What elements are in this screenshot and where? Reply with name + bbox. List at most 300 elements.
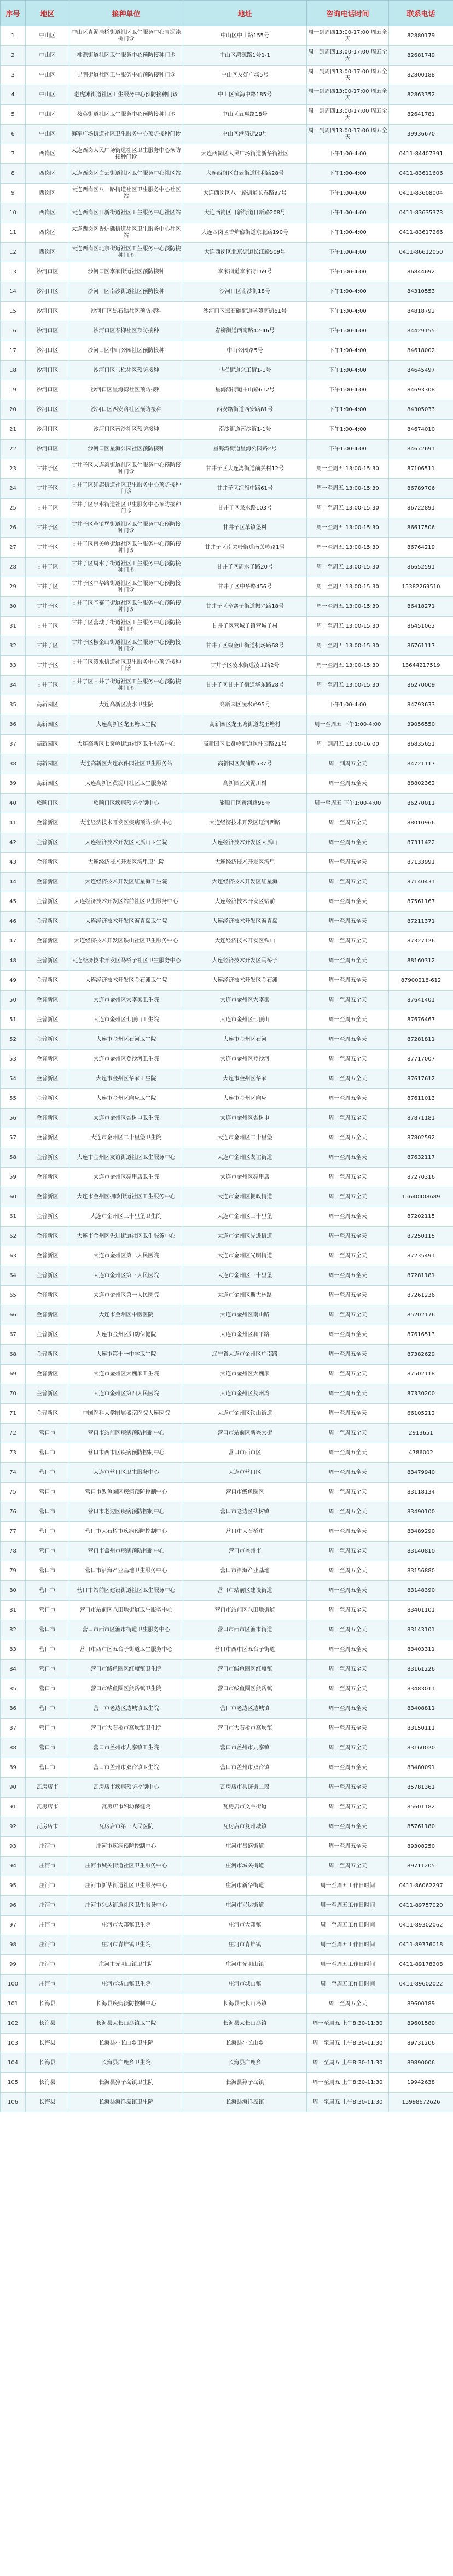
row-region: 中山区: [26, 66, 69, 85]
row-region: 营口市: [26, 1542, 69, 1561]
row-region: 西岗区: [26, 223, 69, 243]
row-unit: 营口市盖州市九寨镇卫生院: [69, 1738, 183, 1758]
row-phone: 87270316: [389, 1168, 453, 1187]
row-phone: 39936670: [389, 125, 453, 144]
row-hours: 周一至周五全天: [307, 1010, 389, 1030]
table-row: [1, 262, 453, 282]
row-index: 30: [1, 597, 26, 617]
row-region: 金普新区: [26, 1227, 69, 1246]
row-phone: 83490100: [389, 1502, 453, 1522]
row-region: 营口市: [26, 1561, 69, 1581]
row-address: 高新园区黄泥川村: [183, 774, 307, 794]
row-address: 中山区五惠路18号: [183, 105, 307, 125]
table-row: [1, 2014, 453, 2034]
row-address: 庄河市兴达街道: [183, 1896, 307, 1916]
row-address: 大连西岗区人民广场街道新华街社区: [183, 144, 307, 164]
row-phone: 86761117: [389, 636, 453, 656]
table-row: [1, 1758, 453, 1778]
table-row: [1, 676, 453, 695]
row-unit: 沙河口区星海公园社区预防接种: [69, 440, 183, 459]
row-address: 中山区港湾街20号: [183, 125, 307, 144]
row-index: 1: [1, 26, 26, 46]
row-hours: 周一至周五全天: [307, 1857, 389, 1876]
row-index: 70: [1, 1384, 26, 1404]
table-row: [1, 1050, 453, 1069]
row-region: 金普新区: [26, 971, 69, 991]
table-row: [1, 459, 453, 479]
row-address: 高新园区七贤岭街道软件园路21号: [183, 735, 307, 754]
row-region: 高新园区: [26, 735, 69, 754]
row-hours: 周一至周五全天: [307, 1384, 389, 1404]
table-row: [1, 1345, 453, 1365]
row-hours: 周一至周五工作日时间: [307, 1896, 389, 1916]
row-phone: 87802592: [389, 1128, 453, 1148]
row-address: 庄河市昌盛街道: [183, 1837, 307, 1857]
row-region: 沙河口区: [26, 282, 69, 302]
row-phone: 85601182: [389, 1798, 453, 1817]
row-phone: 87106511: [389, 459, 453, 479]
row-phone: 84721117: [389, 754, 453, 774]
table-row: [1, 1463, 453, 1483]
row-address: 辽宁省大连市金州区广南路: [183, 1345, 307, 1365]
row-address: 营口市大石桥市: [183, 1522, 307, 1542]
row-region: 长海县: [26, 1994, 69, 2014]
row-address: 营口市鲅鱼圈区熊岳镇: [183, 1679, 307, 1699]
row-address: 长海县大长山岛镇: [183, 1994, 307, 2014]
row-index: 22: [1, 440, 26, 459]
row-region: 营口市: [26, 1424, 69, 1443]
row-hours: 周一至周五 13:00-15:30: [307, 617, 389, 636]
row-index: 8: [1, 164, 26, 184]
table-row: [1, 243, 453, 262]
row-unit: 大连市金州区第四人民医院: [69, 1384, 183, 1404]
row-index: 84: [1, 1660, 26, 1679]
row-phone: 2913651: [389, 1424, 453, 1443]
table-row: [1, 1581, 453, 1601]
row-region: 营口市: [26, 1483, 69, 1502]
row-index: 106: [1, 2093, 26, 2112]
table-row: [1, 1896, 453, 1916]
row-hours: 下午1:00-4:00: [307, 420, 389, 440]
table-row: [1, 794, 453, 813]
row-address: 甘井子区周水子路20号: [183, 558, 307, 577]
row-hours: 周一到周四13:00-17:00 周五全天: [307, 26, 389, 46]
row-index: 50: [1, 991, 26, 1010]
row-unit: 甘井子区营城子街道社区卫生服务中心预防接种门诊: [69, 617, 183, 636]
row-hours: 下午1:00-4:00: [307, 361, 389, 380]
row-region: 庄河市: [26, 1935, 69, 1955]
row-phone: 86789706: [389, 479, 453, 499]
table-row: [1, 203, 453, 223]
row-region: 高新园区: [26, 715, 69, 735]
row-phone: 84693308: [389, 380, 453, 400]
row-region: 中山区: [26, 125, 69, 144]
table-row: [1, 1109, 453, 1128]
row-index: 61: [1, 1207, 26, 1227]
table-row: [1, 1620, 453, 1640]
row-address: 营口市盖州市: [183, 1542, 307, 1561]
row-region: 长海县: [26, 2053, 69, 2073]
row-address: 庄河市青堆镇: [183, 1935, 307, 1955]
table-row: [1, 715, 453, 735]
row-hours: 下午1:00-4:00: [307, 400, 389, 420]
table-row: [1, 1502, 453, 1522]
row-unit: 中国医科大学附属盛京医院大连医院: [69, 1404, 183, 1424]
row-index: 36: [1, 715, 26, 735]
row-address: 甘井子区泉水路103号: [183, 499, 307, 518]
row-unit: 大连市金州区二十里堡卫生院: [69, 1128, 183, 1148]
row-unit: 大连市金州区石河卫生院: [69, 1030, 183, 1050]
row-region: 营口市: [26, 1719, 69, 1738]
row-hours: 周一至周五全天: [307, 1660, 389, 1679]
table-row: [1, 833, 453, 853]
row-region: 金普新区: [26, 1187, 69, 1207]
table-row: [1, 1738, 453, 1758]
row-index: 78: [1, 1542, 26, 1561]
table-row: [1, 361, 453, 380]
row-address: 营口市盖州市双台镇: [183, 1758, 307, 1778]
row-hours: 周一至周五全天: [307, 892, 389, 912]
row-unit: 长海县海洋岛镇卫生院: [69, 2093, 183, 2112]
row-unit: 大连经济技术开发区疾病预防控制中心: [69, 813, 183, 833]
row-region: 金普新区: [26, 1365, 69, 1384]
row-phone: 86418271: [389, 597, 453, 617]
row-hours: 周一至周五 上午8:30-11:30: [307, 2014, 389, 2034]
row-hours: 周一至周五全天: [307, 1365, 389, 1384]
row-phone: 87261236: [389, 1286, 453, 1305]
row-hours: 周一至周五 上午8:30-11:30: [307, 2034, 389, 2053]
row-address: 大连市金州区光明街道: [183, 1246, 307, 1266]
row-address: 大连市金州区复州湾: [183, 1384, 307, 1404]
row-address: 旅顺口区黄河路98号: [183, 794, 307, 813]
row-index: 15: [1, 302, 26, 321]
row-phone: 0411-86612050: [389, 243, 453, 262]
row-hours: 周一至周五 13:00-15:30: [307, 479, 389, 499]
row-hours: 周一至周五全天: [307, 1404, 389, 1424]
row-index: 101: [1, 1994, 26, 2014]
row-phone: 83150111: [389, 1719, 453, 1738]
row-index: 100: [1, 1975, 26, 1994]
row-hours: 周一至周五全天: [307, 1443, 389, 1463]
row-unit: 营口市大石桥市高坎镇卫生院: [69, 1719, 183, 1738]
row-address: 大连市金州区三十里堡: [183, 1266, 307, 1286]
row-hours: 下午1:00-4:00: [307, 184, 389, 203]
row-unit: 营口市盖州市疾病预防控制中心: [69, 1542, 183, 1561]
row-address: 高新园区龙王塘街道龙王塘村: [183, 715, 307, 735]
row-region: 庄河市: [26, 1876, 69, 1896]
row-unit: 大连市第十一中学卫生院: [69, 1345, 183, 1365]
row-address: 甘井子区大连湾街道前关村12号: [183, 459, 307, 479]
row-region: 营口市: [26, 1660, 69, 1679]
row-region: 瓦房店市: [26, 1817, 69, 1837]
row-region: 金普新区: [26, 1207, 69, 1227]
header-phone: 联系电话: [389, 1, 453, 26]
row-index: 42: [1, 833, 26, 853]
row-unit: 营口市鲅鱼圈区疾病预防控制中心: [69, 1483, 183, 1502]
row-unit: 长海县小长山乡卫生院: [69, 2034, 183, 2053]
row-address: 中山区中山路155号: [183, 26, 307, 46]
table-row: [1, 341, 453, 361]
row-unit: 营口市站前区疾病预防控制中心: [69, 1424, 183, 1443]
row-unit: 营口市西市区五台子街道卫生服务中心: [69, 1640, 183, 1660]
row-unit: 庄河市城山镇卫生院: [69, 1975, 183, 1994]
table-row: [1, 1424, 453, 1443]
row-index: 52: [1, 1030, 26, 1050]
row-address: 营口市盖州市九寨镇: [183, 1738, 307, 1758]
row-hours: 周一至周五工作日时间: [307, 1975, 389, 1994]
row-hours: 下午1:00-4:00: [307, 440, 389, 459]
row-hours: 周一至周五全天: [307, 1305, 389, 1325]
row-phone: 4786002: [389, 1443, 453, 1463]
row-region: 金普新区: [26, 873, 69, 892]
row-region: 旅顺口区: [26, 794, 69, 813]
row-unit: 庄河市光明山镇卫生院: [69, 1955, 183, 1975]
row-phone: 86270009: [389, 676, 453, 695]
row-hours: 周一至周五 13:00-15:30: [307, 538, 389, 558]
row-hours: 周一至周五全天: [307, 1719, 389, 1738]
row-region: 长海县: [26, 2093, 69, 2112]
row-address: 瓦房店市文兰街道: [183, 1798, 307, 1817]
row-address: 营口市老边区边城镇: [183, 1699, 307, 1719]
table-row: [1, 1266, 453, 1286]
header-hours: 咨询电话时间: [307, 1, 389, 26]
row-hours: 周一至周五全天: [307, 1266, 389, 1286]
row-unit: 大连市金州区拥政街道社区卫生服务中心: [69, 1187, 183, 1207]
row-phone: 84305033: [389, 400, 453, 420]
row-region: 沙河口区: [26, 341, 69, 361]
row-unit: 昆明街道社区卫生服务中心预防接种门诊: [69, 66, 183, 85]
row-index: 95: [1, 1876, 26, 1896]
row-unit: 甘井子区甘井子街道社区卫生服务中心预防接种门诊: [69, 676, 183, 695]
row-index: 6: [1, 125, 26, 144]
table-row: [1, 1837, 453, 1857]
table-row: [1, 1640, 453, 1660]
row-phone: 86844692: [389, 262, 453, 282]
row-region: 西岗区: [26, 164, 69, 184]
row-address: 大连市金州区登沙河: [183, 1050, 307, 1069]
table-row: [1, 873, 453, 892]
row-address: 大连西岗区白云街道胜利路28号: [183, 164, 307, 184]
table-row: [1, 1069, 453, 1089]
row-address: 南沙街道南沙街1-1号: [183, 420, 307, 440]
row-unit: 营口市西市区渔市街道卫生服务中心: [69, 1620, 183, 1640]
row-address: 大连市金州区二十里堡: [183, 1128, 307, 1148]
table-row: [1, 1857, 453, 1876]
table-row: [1, 558, 453, 577]
row-region: 金普新区: [26, 813, 69, 833]
row-address: 甘井子区凌水街道凌工路2号: [183, 656, 307, 676]
row-region: 沙河口区: [26, 400, 69, 420]
table-row: [1, 1483, 453, 1502]
row-hours: 周一至周五全天: [307, 1522, 389, 1542]
row-address: 营口市鲅鱼圈区: [183, 1483, 307, 1502]
row-hours: 下午1:00-4:00: [307, 302, 389, 321]
row-index: 71: [1, 1404, 26, 1424]
row-phone: 84793633: [389, 695, 453, 715]
row-hours: 周一至周五全天: [307, 1561, 389, 1581]
row-hours: 周一至周五全天: [307, 1424, 389, 1443]
row-hours: 周一至周五全天: [307, 1148, 389, 1168]
row-hours: 周一至周五全天: [307, 1227, 389, 1246]
row-unit: 老虎滩街道社区卫生服务中心预防接种门诊: [69, 85, 183, 105]
row-phone: 0411-89178208: [389, 1955, 453, 1975]
row-address: 大连市金州区石河: [183, 1030, 307, 1050]
table-row: [1, 420, 453, 440]
row-phone: 0411-83608004: [389, 184, 453, 203]
row-index: 86: [1, 1699, 26, 1719]
row-phone: 84429155: [389, 321, 453, 341]
table-row: [1, 1561, 453, 1581]
header-address: 地址: [183, 1, 307, 26]
row-region: 甘井子区: [26, 617, 69, 636]
table-row: [1, 636, 453, 656]
row-index: 72: [1, 1424, 26, 1443]
table-row: [1, 656, 453, 676]
row-unit: 甘井子区凌水街道社区卫生服务中心预防接种门诊: [69, 656, 183, 676]
row-region: 庄河市: [26, 1955, 69, 1975]
row-address: 营口市站前区新兴大街: [183, 1424, 307, 1443]
row-index: 41: [1, 813, 26, 833]
row-index: 27: [1, 538, 26, 558]
table-row: [1, 1443, 453, 1463]
row-phone: 0411-84407391: [389, 144, 453, 164]
row-address: 瓦房店市复州城镇: [183, 1817, 307, 1837]
row-index: 73: [1, 1443, 26, 1463]
row-region: 沙河口区: [26, 262, 69, 282]
row-index: 33: [1, 656, 26, 676]
row-address: 大连经济技术开发区金石滩: [183, 971, 307, 991]
row-region: 金普新区: [26, 1286, 69, 1305]
row-index: 32: [1, 636, 26, 656]
table-row: [1, 1089, 453, 1109]
table-row: [1, 1975, 453, 1994]
row-phone: 83483011: [389, 1679, 453, 1699]
row-phone: 0411-83635373: [389, 203, 453, 223]
table-row: [1, 164, 453, 184]
row-region: 金普新区: [26, 1384, 69, 1404]
row-region: 沙河口区: [26, 302, 69, 321]
row-phone: 87140431: [389, 873, 453, 892]
table-row: [1, 105, 453, 125]
row-index: 5: [1, 105, 26, 125]
row-hours: 周一至周五 13:00-15:30: [307, 558, 389, 577]
row-address: 甘井子区革镇堡村: [183, 518, 307, 538]
table-row: [1, 1798, 453, 1817]
row-hours: 周一至周五 13:00-15:30: [307, 597, 389, 617]
row-phone: 87202115: [389, 1207, 453, 1227]
row-phone: 87281181: [389, 1266, 453, 1286]
row-phone: 87616513: [389, 1325, 453, 1345]
row-address: 沙河口区南沙街18号: [183, 282, 307, 302]
row-index: 75: [1, 1483, 26, 1502]
row-hours: 周一至周五全天: [307, 1542, 389, 1561]
row-unit: 葵英街道社区卫生服务中心预防接种门诊: [69, 105, 183, 125]
row-address: 马栏街道兴工街1-1号: [183, 361, 307, 380]
row-phone: 87561167: [389, 892, 453, 912]
row-index: 60: [1, 1187, 26, 1207]
table-header-row: [1, 1, 453, 26]
row-phone: 85781361: [389, 1778, 453, 1798]
row-unit: 大连经济技术开发区站前社区卫生服务中心: [69, 892, 183, 912]
row-phone: 0411-89302062: [389, 1916, 453, 1935]
row-hours: 下午1:00-4:00: [307, 243, 389, 262]
row-phone: 83403311: [389, 1640, 453, 1660]
row-index: 77: [1, 1522, 26, 1542]
row-hours: 下午1:00-4:00: [307, 695, 389, 715]
row-unit: 大连市金州区杏树屯卫生院: [69, 1109, 183, 1128]
row-index: 92: [1, 1817, 26, 1837]
row-phone: 88802362: [389, 774, 453, 794]
table-row: [1, 1365, 453, 1384]
row-hours: 周一至周五全天: [307, 774, 389, 794]
row-unit: 营口市鲅鱼圈区熊岳镇卫生院: [69, 1679, 183, 1699]
row-address: 西安路街道西安路81号: [183, 400, 307, 420]
row-unit: 甘井子区中华路街道社区卫生服务中心预防接种门诊: [69, 577, 183, 597]
row-index: 54: [1, 1069, 26, 1089]
row-hours: 周一到周四13:00-17:00 周五全天: [307, 66, 389, 85]
row-region: 庄河市: [26, 1975, 69, 1994]
row-region: 中山区: [26, 105, 69, 125]
row-phone: 87327126: [389, 932, 453, 951]
table-row: [1, 774, 453, 794]
row-index: 88: [1, 1738, 26, 1758]
row-index: 74: [1, 1463, 26, 1483]
row-hours: 周一至周五工作日时间: [307, 1876, 389, 1896]
row-hours: 周一至周五全天: [307, 1168, 389, 1187]
row-index: 63: [1, 1246, 26, 1266]
row-region: 甘井子区: [26, 676, 69, 695]
row-unit: 营口市老边区疾病预防控制中心: [69, 1502, 183, 1522]
row-hours: 周一至周五 上午8:30-11:30: [307, 2073, 389, 2093]
row-phone: 89600189: [389, 1994, 453, 2014]
row-index: 83: [1, 1640, 26, 1660]
row-unit: 营口市站前区八田地街道卫生服务中心: [69, 1601, 183, 1620]
row-address: 庄河市城山镇: [183, 1975, 307, 1994]
row-address: 大连经济技术开发区辽河西路: [183, 813, 307, 833]
row-unit: 庄河市大郑镇卫生院: [69, 1916, 183, 1935]
row-hours: 周一至周五全天: [307, 1207, 389, 1227]
row-unit: 大连高新区七贤岭街道社区卫生服务中心: [69, 735, 183, 754]
table-body: [1, 26, 453, 2112]
row-region: 中山区: [26, 85, 69, 105]
row-index: 59: [1, 1168, 26, 1187]
row-index: 14: [1, 282, 26, 302]
row-address: 营口市老边区柳树镇: [183, 1502, 307, 1522]
table-row: [1, 912, 453, 932]
row-address: 沙河口区黑石礁街道学苑南街61号: [183, 302, 307, 321]
row-index: 39: [1, 774, 26, 794]
row-hours: 周一至周五全天: [307, 1246, 389, 1266]
row-address: 庄河市城关街道: [183, 1857, 307, 1876]
table-row: [1, 282, 453, 302]
row-phone: 83479940: [389, 1463, 453, 1483]
row-phone: 0411-89602022: [389, 1975, 453, 1994]
row-index: 64: [1, 1266, 26, 1286]
row-index: 102: [1, 2014, 26, 2034]
row-phone: 86451062: [389, 617, 453, 636]
table-row: [1, 125, 453, 144]
row-unit: 瓦房店市第三人民医院: [69, 1817, 183, 1837]
row-hours: 周一至周五全天: [307, 932, 389, 951]
row-region: 中山区: [26, 26, 69, 46]
table-row: [1, 1719, 453, 1738]
row-address: 大连市金州区亮甲店: [183, 1168, 307, 1187]
table-row: [1, 1148, 453, 1168]
row-address: 大连市金州区华家: [183, 1069, 307, 1089]
row-region: 金普新区: [26, 1345, 69, 1365]
row-address: 大连经济技术开发区大孤山: [183, 833, 307, 853]
table-row: [1, 518, 453, 538]
